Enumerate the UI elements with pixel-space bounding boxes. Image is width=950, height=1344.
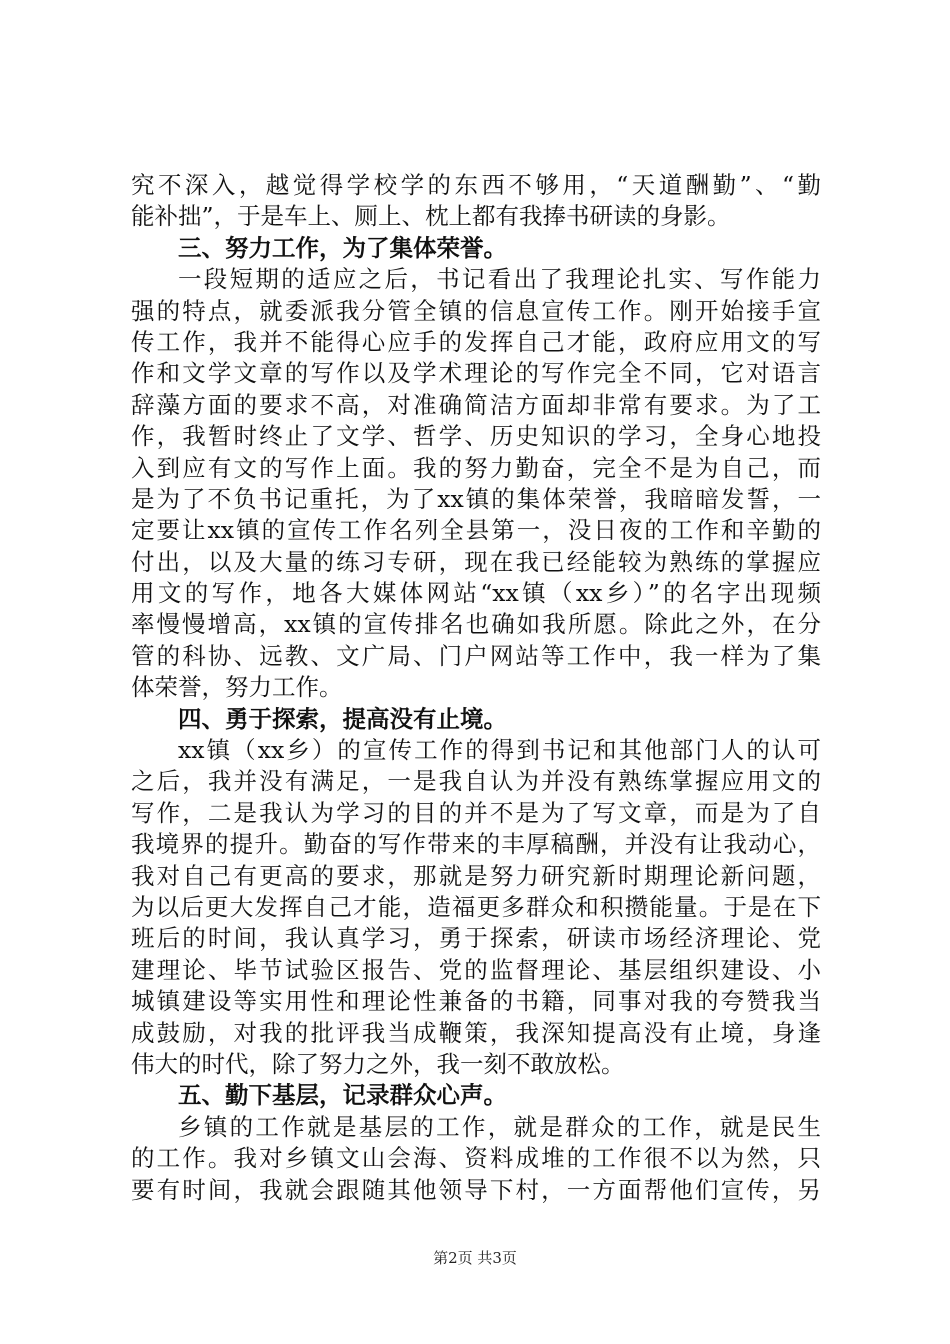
text-line: 我对自己有更高的要求，那就是努力研究新时期理论新问题， — [131, 861, 821, 890]
page-number-label: 第2页 共3页 — [433, 1249, 517, 1267]
text-line: 率慢慢增高，xx镇的宣传排名也确如我所愿。除此之外，在分 — [131, 610, 821, 639]
section-heading: 三、努力工作，为了集体荣誉。 — [178, 233, 507, 262]
text-line: 是为了不负书记重托，为了xx镇的集体荣誉，我暗暗发誓，一 — [131, 484, 821, 513]
text-line: 用文的写作，地各大媒体网站“xx镇（xx乡）”的名字出现频 — [131, 579, 821, 608]
text-line: 管的科协、远教、文广局、门户网站等工作中，我一样为了集 — [131, 641, 821, 670]
section-heading: 五、勤下基层，记录群众心声。 — [178, 1081, 507, 1110]
text-line: 传工作，我并不能得心应手的发挥自己才能，政府应用文的写 — [131, 327, 821, 356]
text-line: 为以后更大发挥自己才能，造福更多群众和积攒能量。于是在下 — [131, 892, 821, 921]
text-line: 建理论、毕节试验区报告、党的监督理论、基层组织建设、小 — [131, 955, 821, 984]
text-line: 作，我暂时终止了文学、哲学、历史知识的学习，全身心地投 — [131, 422, 821, 451]
text-line: 定要让xx镇的宣传工作名列全县第一，没日夜的工作和辛勤的 — [131, 516, 821, 545]
text-line: 究不深入，越觉得学校学的东西不够用，“天道酬勤”、“勤 — [131, 171, 821, 199]
text-line: 之后，我并没有满足，一是我自认为并没有熟练掌握应用文的 — [131, 767, 821, 796]
text-line: xx镇（xx乡）的宣传工作的得到书记和其他部门人的认可 — [178, 736, 821, 765]
text-line: 城镇建设等实用性和理论性兼备的书籍，同事对我的夸赞我当 — [131, 987, 821, 1016]
text-line: 强的特点，就委派我分管全镇的信息宣传工作。刚开始接手宣 — [131, 296, 821, 325]
text-line: 体荣誉，努力工作。 — [131, 673, 343, 702]
text-line: 乡镇的工作就是基层的工作，就是群众的工作，就是民生 — [178, 1112, 821, 1141]
text-line: 作和文学文章的写作以及学术理论的写作完全不同，它对语言 — [131, 359, 821, 388]
text-line: 我境界的提升。勤奋的写作带来的丰厚稿酬，并没有让我动心， — [131, 830, 821, 859]
text-line: 要有时间，我就会跟随其他领导下村，一方面帮他们宣传，另 — [131, 1175, 821, 1204]
page-footer — [0, 1247, 950, 1268]
section-heading: 四、勇于探索，提高没有止境。 — [178, 704, 507, 733]
text-line: 写作，二是我认为学习的目的并不是为了写文章，而是为了自 — [131, 798, 821, 827]
text-line: 的工作。我对乡镇文山会海、资料成堆的工作很不以为然，只 — [131, 1144, 821, 1173]
text-line: 伟大的时代，除了努力之外，我一刻不敢放松。 — [131, 1049, 625, 1078]
text-line: 能补拙”，于是车上、厕上、枕上都有我捧书研读的身影。 — [131, 202, 731, 231]
text-line: 班后的时间，我认真学习，勇于探索，研读市场经济理论、党 — [131, 924, 821, 953]
text-line: 辞藻方面的要求不高，对准确简洁方面却非常有要求。为了工 — [131, 390, 821, 419]
text-line: 成鼓励，对我的批评我当成鞭策，我深知提高没有止境，身逢 — [131, 1018, 821, 1047]
text-line: 付出，以及大量的练习专研，现在我已经能较为熟练的掌握应 — [131, 547, 821, 576]
document-body — [131, 170, 821, 1206]
text-line: 一段短期的适应之后，书记看出了我理论扎实、写作能力 — [178, 265, 821, 294]
text-line: 入到应有文的写作上面。我的努力勤奋，完全不是为自己，而 — [131, 453, 821, 482]
